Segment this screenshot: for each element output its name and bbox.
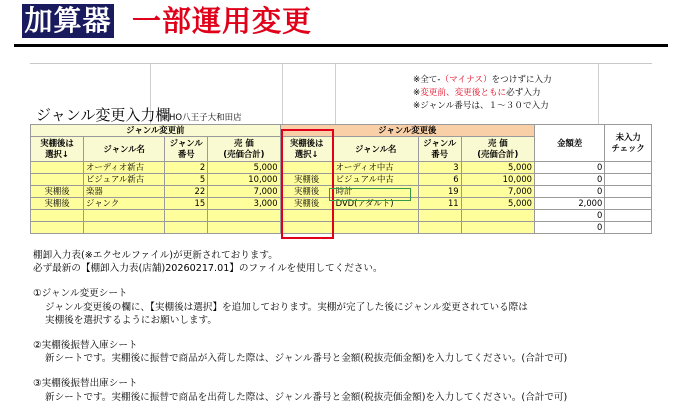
check-cell — [605, 210, 652, 222]
group-before-header: ジャンル変更前 — [31, 125, 281, 137]
note-line: ※ジャンル番号は、１～３０で入力 — [413, 101, 549, 111]
before-price-cell[interactable]: 7,000 — [208, 186, 280, 198]
diff-header: 金額差 — [534, 125, 604, 162]
before-genre-no-cell[interactable]: 5 — [165, 174, 208, 186]
after-genre-no-cell[interactable]: 19 — [418, 186, 461, 198]
before-price-cell[interactable]: 5,000 — [208, 162, 280, 174]
after-genre-name-cell[interactable] — [333, 210, 418, 222]
section-heading: ③実棚後振替出庫シート — [33, 378, 138, 390]
diff-cell: 2,000 — [534, 198, 604, 210]
store-name: HO八王子大和田店 — [169, 113, 242, 123]
check-cell — [605, 186, 652, 198]
before-select-cell[interactable] — [31, 210, 84, 222]
input-notes — [413, 74, 552, 113]
before-genre-no-cell[interactable] — [165, 222, 208, 234]
after-genre-no-cell[interactable] — [418, 210, 461, 222]
table-row — [31, 162, 652, 174]
after-select-header: 実棚後は 選択↓ — [280, 137, 333, 162]
section-line: 新シートです。実棚後に振替で商品が入荷した際は、ジャンル番号と金額(税抜売価金額)を入力してください。(合計で可) — [45, 353, 568, 365]
check-cell — [605, 222, 652, 234]
before-genre-name-cell[interactable] — [84, 222, 165, 234]
after-genre-name-header: ジャンル名 — [333, 137, 418, 162]
before-select-cell[interactable] — [31, 222, 84, 234]
before-genre-name-cell[interactable]: オーディオ新古 — [84, 162, 165, 174]
before-genre-name-cell[interactable]: 楽器 — [84, 186, 165, 198]
title-badge: 加算器 — [22, 4, 114, 38]
after-genre-name-cell[interactable]: DVD(アダルト) — [333, 198, 418, 210]
after-price-cell[interactable]: 10,000 — [461, 174, 534, 186]
sheet-title: ジャンル変更入力欄 — [36, 106, 171, 124]
spreadsheet-view — [30, 63, 652, 242]
group-after-header: ジャンル変更後 — [280, 125, 534, 137]
after-genre-name-cell[interactable]: オーディオ中古 — [333, 162, 418, 174]
page-title: 一部運用変更 — [132, 4, 313, 38]
after-genre-name-cell[interactable] — [333, 222, 418, 234]
after-genre-no-cell[interactable] — [418, 222, 461, 234]
diff-cell: 0 — [534, 162, 604, 174]
after-select-cell[interactable]: 実棚後 — [280, 174, 333, 186]
before-genre-no-header: ジャンル 番号 — [165, 137, 208, 162]
after-genre-no-cell[interactable]: 3 — [418, 162, 461, 174]
before-select-header: 実棚後は 選択↓ — [31, 137, 84, 162]
check-cell — [605, 198, 652, 210]
title-rule — [14, 44, 668, 47]
after-price-cell[interactable] — [461, 210, 534, 222]
before-price-cell[interactable] — [208, 210, 280, 222]
diff-cell: 0 — [534, 174, 604, 186]
grid-line — [335, 64, 336, 124]
before-select-cell[interactable] — [31, 174, 84, 186]
table-row — [31, 174, 652, 186]
diff-cell: 0 — [534, 186, 604, 198]
after-genre-no-cell[interactable]: 11 — [418, 198, 461, 210]
update-notice — [33, 249, 567, 404]
grid-line — [282, 64, 283, 124]
selected-cell-outline — [329, 188, 411, 201]
unentered-header: 未入力 チェック — [605, 125, 652, 162]
after-price-cell[interactable]: 7,000 — [461, 186, 534, 198]
before-price-cell[interactable]: 3,000 — [208, 198, 280, 210]
after-genre-no-header: ジャンル 番号 — [418, 137, 461, 162]
before-genre-name-cell[interactable]: ビジュアル新古 — [84, 174, 165, 186]
section-line: 新シートです。実棚後に振替で商品を出荷した際は、ジャンル番号と金額(税抜売価金額)を入力してください。(合計で可) — [45, 391, 568, 403]
intro-line: 必ず最新の【棚卸入力表(店舗)20260217.01】のファイルを使用してください。 — [33, 263, 383, 275]
before-genre-name-cell[interactable]: ジャンク — [84, 198, 165, 210]
after-genre-name-cell[interactable]: 時計 — [333, 186, 418, 198]
before-genre-no-cell[interactable]: 15 — [165, 198, 208, 210]
section-line: ジャンル変更後の欄に、【実棚後は選択】を追加しております。実棚が完了した後にジャンル変更されている際は — [45, 301, 528, 313]
after-price-cell[interactable]: 5,000 — [461, 198, 534, 210]
check-cell — [605, 162, 652, 174]
table-row — [31, 222, 652, 234]
section-line: 実棚後を選択するようにお願いします。 — [45, 314, 217, 326]
diff-cell: 0 — [534, 210, 604, 222]
before-price-cell[interactable]: 10,000 — [208, 174, 280, 186]
before-select-cell[interactable]: 実棚後 — [31, 186, 84, 198]
after-price-header: 売 価 (売価合計) — [461, 137, 534, 162]
after-price-cell[interactable]: 5,000 — [461, 162, 534, 174]
highlight-after-select-column — [281, 129, 334, 239]
intro-line: 棚卸入力表(※エクセルファイル)が更新されております。 — [33, 250, 278, 261]
before-genre-name-header: ジャンル名 — [84, 137, 165, 162]
before-genre-no-cell[interactable]: 22 — [165, 186, 208, 198]
before-price-header: 売 価 (売価合計) — [208, 137, 280, 162]
before-price-cell[interactable] — [208, 222, 280, 234]
after-genre-name-cell[interactable]: ビジュアル中古 — [333, 174, 418, 186]
check-cell — [605, 174, 652, 186]
before-select-cell[interactable] — [31, 162, 84, 174]
after-select-cell[interactable]: 実棚後 — [280, 186, 333, 198]
genre-change-table — [30, 124, 652, 234]
after-select-cell[interactable]: 実棚後 — [280, 198, 333, 210]
table-row — [31, 210, 652, 222]
section-heading: ②実棚後振替入庫シート — [33, 340, 138, 352]
before-genre-name-cell[interactable] — [84, 210, 165, 222]
before-genre-no-cell[interactable] — [165, 210, 208, 222]
after-genre-no-cell[interactable]: 6 — [418, 174, 461, 186]
grid-line — [598, 64, 599, 124]
diff-cell: 0 — [534, 222, 604, 234]
section-heading: ①ジャンル変更シート — [33, 288, 128, 300]
note-line: ※変更前、変更後ともに必ず入力 — [413, 88, 541, 98]
note-line: ※全て-（マイナス）をつけずに入力 — [413, 75, 552, 85]
before-genre-no-cell[interactable]: 2 — [165, 162, 208, 174]
after-price-cell[interactable] — [461, 222, 534, 234]
before-select-cell[interactable]: 実棚後 — [31, 198, 84, 210]
